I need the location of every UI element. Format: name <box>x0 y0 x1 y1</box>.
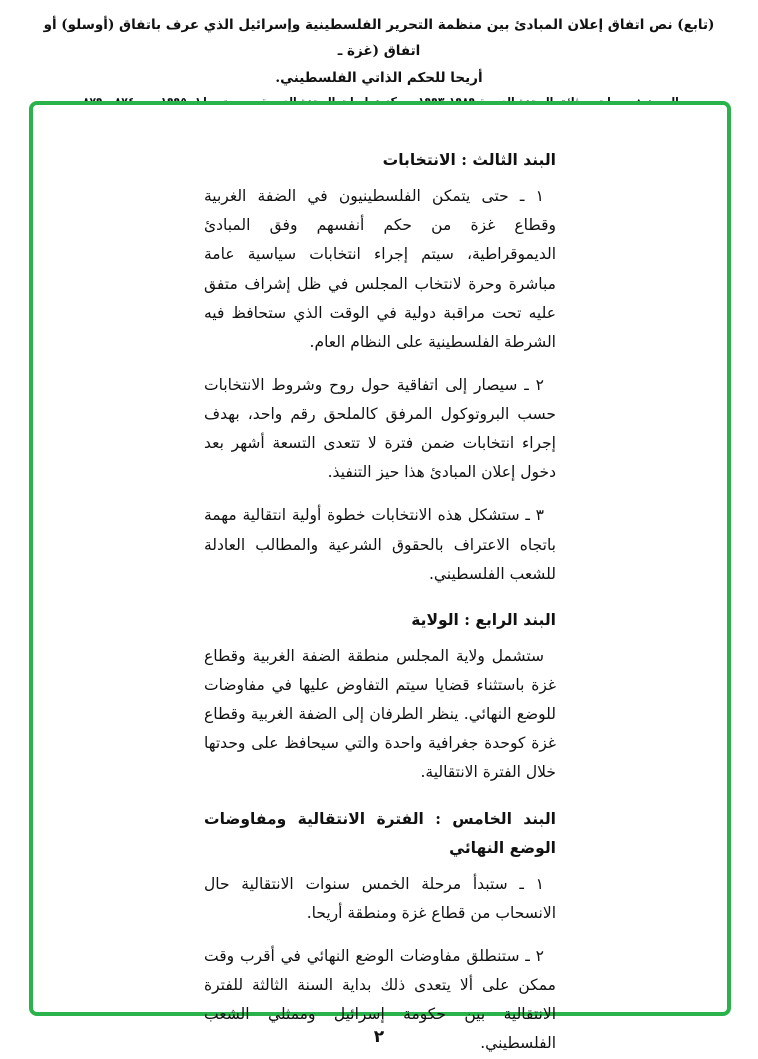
paragraph: ١ ـ ستبدأ مرحلة الخمس سنوات الانتقالية حال الانسحاب من قطاع غزة ومنطقة أريحا. <box>204 874 556 922</box>
paragraph: ستشمل ولاية المجلس منطقة الضفة الغربية وقطاع غزة باستثناء قضايا سيتم التفاوض عليها في مفاوضات للوضع النهائي. ينظر الطرفان إلى الضفة الغربية وقطاع غزة كوحدة جغرافية واحدة والتي سيحافظ على وحدتها خلال الفترة الانتقالية. <box>204 646 556 782</box>
document-title-line-2: أريحا للحكم الذاتي الفلسطيني. <box>275 69 483 86</box>
section-heading: البند الرابع : الولاية <box>411 609 556 629</box>
page-number: ٢ <box>373 1027 385 1047</box>
paragraph: ١ ـ حتى يتمكن الفلسطينيون في الضفة الغربية وقطاع غزة من حكم أنفسهم وفق المبادئ الديموقراطية، سيتم إجراء انتخابات سياسية عامة مباشرة وحرة لانتخاب المجلس في ظل إشراف متفق عليه تحت مراقبة دولية في الوقت الذي ستحافظ فيه الشرطة الفلسطينية على النظام العام. <box>204 187 556 351</box>
document-title-line-1: (تابع) نص اتفاق إعلان المبادئ بين منظمة التحرير الفلسطينية وإسرائيل الذي عرف باتفاق (أوسلو) أو اتفاق (غزة ـ <box>43 17 715 60</box>
document-body <box>204 145 556 1059</box>
content-frame <box>29 101 731 1053</box>
paragraph: ٢ ـ سيصار إلى اتفاقية حول روح وشروط الانتخابات حسب البروتوكول المرفق كالملحق رقم واحد، بهدف إجراء انتخابات ضمن فترة لا تتعدى التسعة أشهر بعد دخول إعلان المبادئ هذا حيز التنفيذ. <box>204 375 556 482</box>
paragraph: ٣ ـ ستشكل هذه الانتخابات خطوة أولية انتقالية مهمة باتجاه الاعتراف بالحقوق الشرعية والمطالب العادلة للشعب الفلسطيني. <box>204 506 556 583</box>
document-title <box>23 0 735 91</box>
paragraph: ٢ ـ ستنطلق مفاوضات الوضع النهائي في أقرب وقت ممكن على ألا يتعدى ذلك بداية السنة الثالثة للفترة الانتقالية بين حكومة إسرائيل وممثلي الشعب الفلسطيني. <box>204 947 556 1053</box>
section-heading: البند الخامس : الفترة الانتقالية ومفاوضات الوضع النهائي <box>204 808 556 857</box>
section-heading: البند الثالث : الانتخابات <box>382 150 556 169</box>
